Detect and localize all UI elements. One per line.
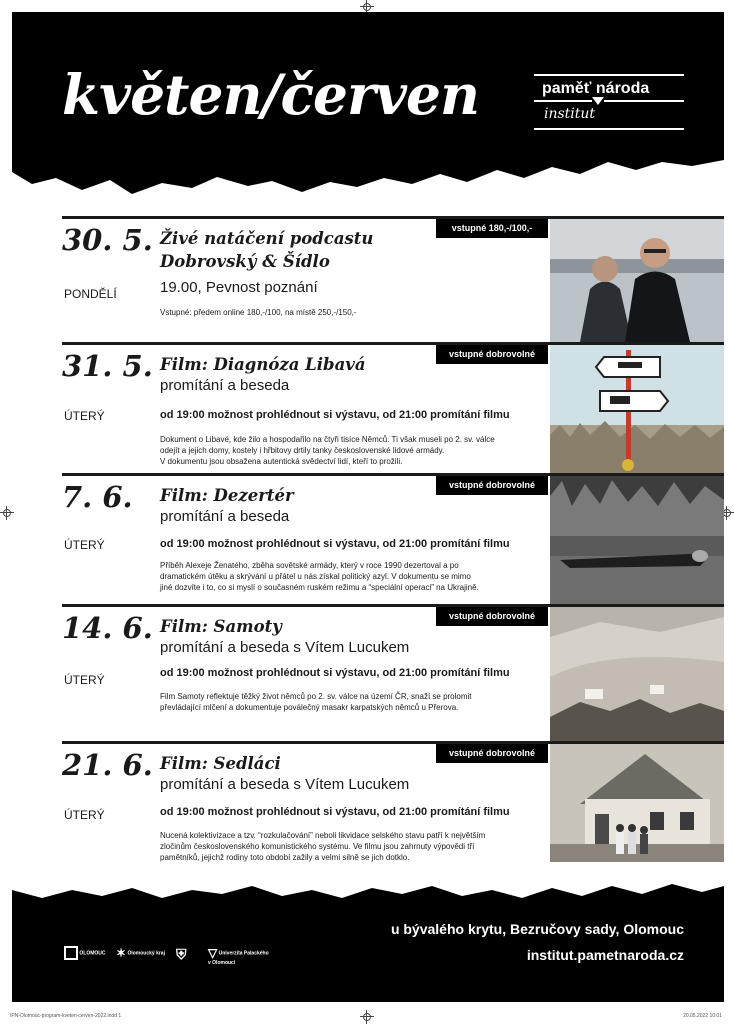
desc-line: Dokument o Libavé, kde žilo a hospodařilo na čtyři tisíce Němců. Ti však museli po 2. sv. válce	[160, 435, 495, 444]
event-title: Film: Diagnóza Libavá	[160, 355, 366, 374]
event-day: ÚTERÝ	[64, 673, 105, 687]
event-title-line: Dobrovský & Šídlo	[160, 252, 330, 271]
event-time: od 19:00 možnost prohlédnout si výstavu, od 21:00 promítání filmu	[160, 409, 510, 421]
event-time: od 19:00 možnost prohlédnout si výstavu, od 21:00 promítání filmu	[160, 538, 510, 550]
event-day: PONDĚLÍ	[64, 287, 117, 301]
event-subtitle: promítání a beseda	[160, 508, 290, 525]
event-subtitle: promítání a beseda s Vítem Lucukem	[160, 639, 410, 656]
logo-name: paměť národa	[542, 80, 650, 97]
event-photo	[550, 219, 724, 342]
event-date: 7. 6.	[62, 480, 133, 514]
admission-badge: vstupné dobrovolné	[436, 345, 548, 364]
event-title: Film: Samoty	[160, 617, 282, 636]
event-item	[62, 473, 724, 604]
event-subtitle: promítání a beseda	[160, 377, 290, 394]
desc-line: odejít a jejich domy, kostely i hřbitovy drtily tanky československé lidové armády.	[160, 446, 445, 455]
admission-badge: vstupné dobrovolné	[436, 476, 548, 495]
event-title: Film: Sedláci	[160, 754, 281, 773]
desc-line: pamětníků, jejichž rodiny toto období zažily a velmi silně se jich dotklo.	[160, 853, 410, 862]
event-day: ÚTERÝ	[64, 808, 105, 822]
admission-badge: vstupné 180,-/100,-	[436, 219, 548, 238]
desc-line: dramatickém útěku a skrývání u přátel u nás získal politický azyl. V dokumentu se mimo	[160, 572, 471, 581]
event-description	[160, 691, 554, 713]
footer-banner	[12, 874, 724, 1002]
event-description	[160, 830, 554, 863]
crop-mark-bottom	[360, 1010, 374, 1024]
event-list	[62, 216, 724, 881]
event-info: Vstupné: předem online 180,-/100, na místě 250,-/150,-	[160, 308, 357, 317]
logo-subtitle: institut	[544, 106, 596, 122]
event-item	[62, 604, 724, 741]
desc-line: převládající mlčení a dokumentuje poválečný masakr karpatských němců u Přerova.	[160, 703, 459, 712]
event-description	[160, 560, 554, 593]
torn-edge-bottom	[12, 868, 724, 908]
desc-line: zločinům československého komunistického systému. Ve filmu jsou zahrnuty výpovědi tří	[160, 842, 475, 851]
event-item	[62, 342, 724, 473]
event-title: Film: Dezertér	[160, 486, 294, 505]
star-icon: ✶	[116, 946, 127, 960]
event-photo	[550, 476, 724, 604]
partner-name: Univerzita Palackého v Olomouci	[208, 950, 269, 966]
event-title	[160, 227, 420, 273]
event-item	[62, 741, 724, 881]
event-date: 14. 6.	[62, 611, 153, 645]
event-subtitle: 19.00, Pevnost poznání	[160, 279, 318, 296]
event-photo	[550, 345, 724, 473]
admission-badge: vstupné dobrovolné	[436, 607, 548, 626]
venue-address: u bývalého krytu, Bezručovy sady, Olomouc	[390, 921, 684, 937]
event-time: od 19:00 možnost prohlédnout si výstavu, od 21:00 promítání filmu	[160, 667, 510, 679]
event-date: 30. 5.	[62, 223, 153, 257]
event-day: ÚTERÝ	[64, 409, 105, 423]
desc-line: Film Samoty reflektuje těžký život němců po 2. sv. válce na území ČR, snaží se prolomit	[160, 692, 472, 701]
event-photo	[550, 744, 724, 862]
print-file-info: IPN-Olomouc-program-kveten-cerven-2022.indd 1	[10, 1013, 122, 1019]
event-date: 21. 6.	[62, 748, 153, 782]
pamet-naroda-logo	[534, 74, 684, 130]
page-title: květen/červen	[62, 62, 479, 127]
partner-logo-upol	[208, 946, 272, 966]
event-photo	[550, 607, 724, 741]
partner-name: OLOMOUC	[79, 950, 106, 957]
crest-icon: ⛨	[176, 946, 187, 962]
partner-logo-olomouc	[64, 946, 106, 960]
desc-line: Příběh Alexeje Ženatého, zběha sovětské armády, který v roce 1990 dezertoval a po	[160, 561, 459, 570]
partner-name: Olomoucký kraj	[127, 950, 165, 957]
event-description	[160, 434, 554, 467]
desc-line: Nucená kolektivizace a tzv. “rozkulačování” neboli likvidace selského stavu patří k největším	[160, 831, 486, 840]
desc-line: V dokumentu jsou obsažena autentická svědectví lidí, kteří to prožili.	[160, 457, 403, 466]
print-date-info: 20.05.2022 10:01	[683, 1013, 722, 1019]
header-banner	[12, 12, 724, 197]
desc-line: jiné dozvíte i to, co si myslí o současném ruském režimu a “speciální operaci” na Ukrajině.	[160, 583, 479, 592]
event-subtitle: promítání a beseda s Vítem Lucukem	[160, 776, 410, 793]
event-date: 31. 5.	[62, 349, 153, 383]
crop-mark-left	[0, 506, 14, 520]
partner-logo-crest	[176, 946, 187, 963]
event-time: od 19:00 možnost prohlédnout si výstavu, od 21:00 promítání filmu	[160, 806, 510, 818]
event-title-line: Živé natáčení podcastu	[160, 229, 374, 248]
event-day: ÚTERÝ	[64, 538, 105, 552]
website-link[interactable]: institut.pametnaroda.cz	[526, 947, 684, 963]
admission-badge: vstupné dobrovolné	[436, 744, 548, 763]
partner-logo-olomoucky-kraj	[116, 946, 165, 960]
shield-icon: ▽	[208, 946, 218, 960]
event-item	[62, 216, 724, 342]
